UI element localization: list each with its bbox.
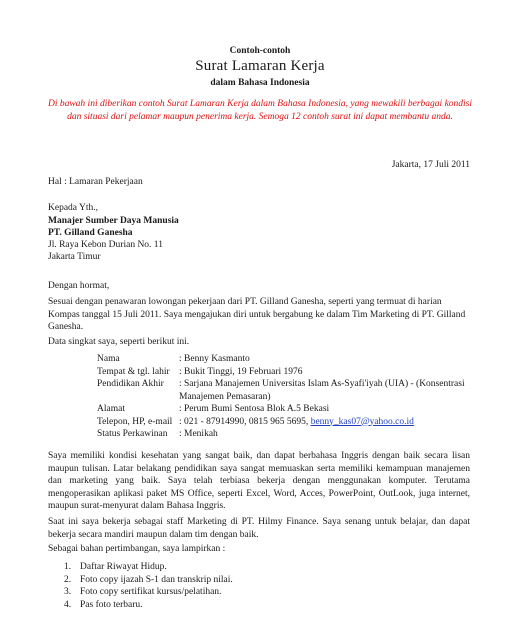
data-row-education <box>97 378 477 403</box>
intro-note: Di bawah ini diberikan contoh Surat Lamaran Kerja dalam Bahasa Indonesia, yang mewakili berbagai kondisi dan situasi dari pelamar maupun penerima kerja. Semoga 12 contoh surat ini dapat membantu anda. <box>47 99 473 122</box>
list-item <box>64 586 233 599</box>
data-value: : Benny Kasmanto <box>179 354 250 364</box>
attachments-list <box>64 561 233 611</box>
document-subtitle: dalam Bahasa Indonesia <box>210 78 310 88</box>
data-label: Alamat <box>97 404 125 414</box>
email-link[interactable]: benny_kas07@yahoo.co.id <box>310 416 414 427</box>
paragraph-2: Saya memiliki kondisi kesehatan yang sangat baik, dan dapat berbahasa Inggris dengan baik secara lisan maupun tulisan. Latar belakang pendidikan saya sangat memuaskan serta memiliki kemampuan manajemen dan marketing yang baik. Saya telah terbiasa bekerja dengan menggunakan komputer. Terutama mengoperasikan aplikasi paket MS Office, seperti Excel, Word, Acces, PowerPoint, OutLook, juga internet, maupun surat-menyurat dalam Bahasa Inggris. <box>48 451 470 511</box>
phone-value: : 021 - 87914990, 0815 965 5695, <box>179 416 311 427</box>
recipient-address-2: Jakarta Timur <box>48 252 101 262</box>
subject-line: Hal : Lamaran Pekerjaan <box>48 177 143 187</box>
list-text: Foto copy ijazah S-1 dan transkrip nilai. <box>80 574 233 585</box>
data-value: : Perum Bumi Sentosa Blok A.5 Bekasi <box>179 404 330 414</box>
list-item <box>64 599 233 612</box>
paragraph-3: Saat ini saya bekerja sebagai staff Marketing di PT. Hilmy Finance. Saya senang untuk belajar, dan dapat bekerja secara mandiri maupun dalam tim dengan baik. <box>48 517 470 540</box>
data-value: : Sarjana Manajemen Universitas Islam As-Syafi'iyah (UIA) - (Konsentrasi Manajemen Pemasaran) <box>179 379 465 402</box>
recipient-company: PT. Gilland Ganesha <box>48 228 133 238</box>
recipient-label: Kepada Yth., <box>48 203 99 213</box>
recipient-address-1: Jl. Raya Kebon Durian No. 11 <box>48 240 163 250</box>
list-text: Daftar Riwayat Hidup. <box>80 562 167 572</box>
data-value: : Menikah <box>179 429 218 439</box>
greeting: Dengan hormat, <box>48 281 110 291</box>
list-item <box>64 574 233 587</box>
data-intro: Data singkat saya, seperti berikut ini. <box>48 337 190 347</box>
list-number: 3. <box>64 587 72 597</box>
data-row-name <box>97 353 477 366</box>
data-label: Tempat & tgl. lahir <box>97 366 170 377</box>
data-row-address <box>97 403 477 416</box>
data-label: Nama <box>97 354 120 364</box>
data-value: : Bukit Tinggi, 19 Februari 1976 <box>179 366 303 377</box>
data-label: Telepon, HP, e-mail <box>97 416 173 427</box>
list-text: Pas foto terbaru. <box>80 599 143 610</box>
document-title: Surat Lamaran Kerja <box>195 58 325 74</box>
applicant-data-table <box>97 353 477 441</box>
list-item <box>64 561 233 574</box>
data-row-birth <box>97 366 477 379</box>
pre-title: Contoh-contoh <box>229 46 291 56</box>
letter-date: Jakarta, 17 Juli 2011 <box>391 160 470 170</box>
list-text: Foto copy sertifikat kursus/pelatihan. <box>80 587 222 597</box>
data-label: Pendidikan Akhir <box>97 379 164 389</box>
data-value <box>179 416 477 429</box>
list-number: 1. <box>64 562 72 572</box>
list-number: 4. <box>64 599 72 610</box>
data-label: Status Perkawinan <box>97 429 168 439</box>
data-row-status <box>97 428 477 441</box>
recipient-position: Manajer Sumber Daya Manusia <box>48 216 179 226</box>
attachments-intro: Sebagai bahan pertimbangan, saya lampirkan : <box>48 544 226 554</box>
list-number: 2. <box>64 574 72 585</box>
paragraph-1: Sesuai dengan penawaran lowongan pekerjaan dari PT. Gilland Ganesha, seperti yang termuat di harian Kompas tanggal 15 Juli 2011. Saya mengajukan diri untuk bergabung ke dalam Tim Marketing di PT. Gilland Ganesha. <box>48 297 466 332</box>
data-row-phone <box>97 416 477 429</box>
